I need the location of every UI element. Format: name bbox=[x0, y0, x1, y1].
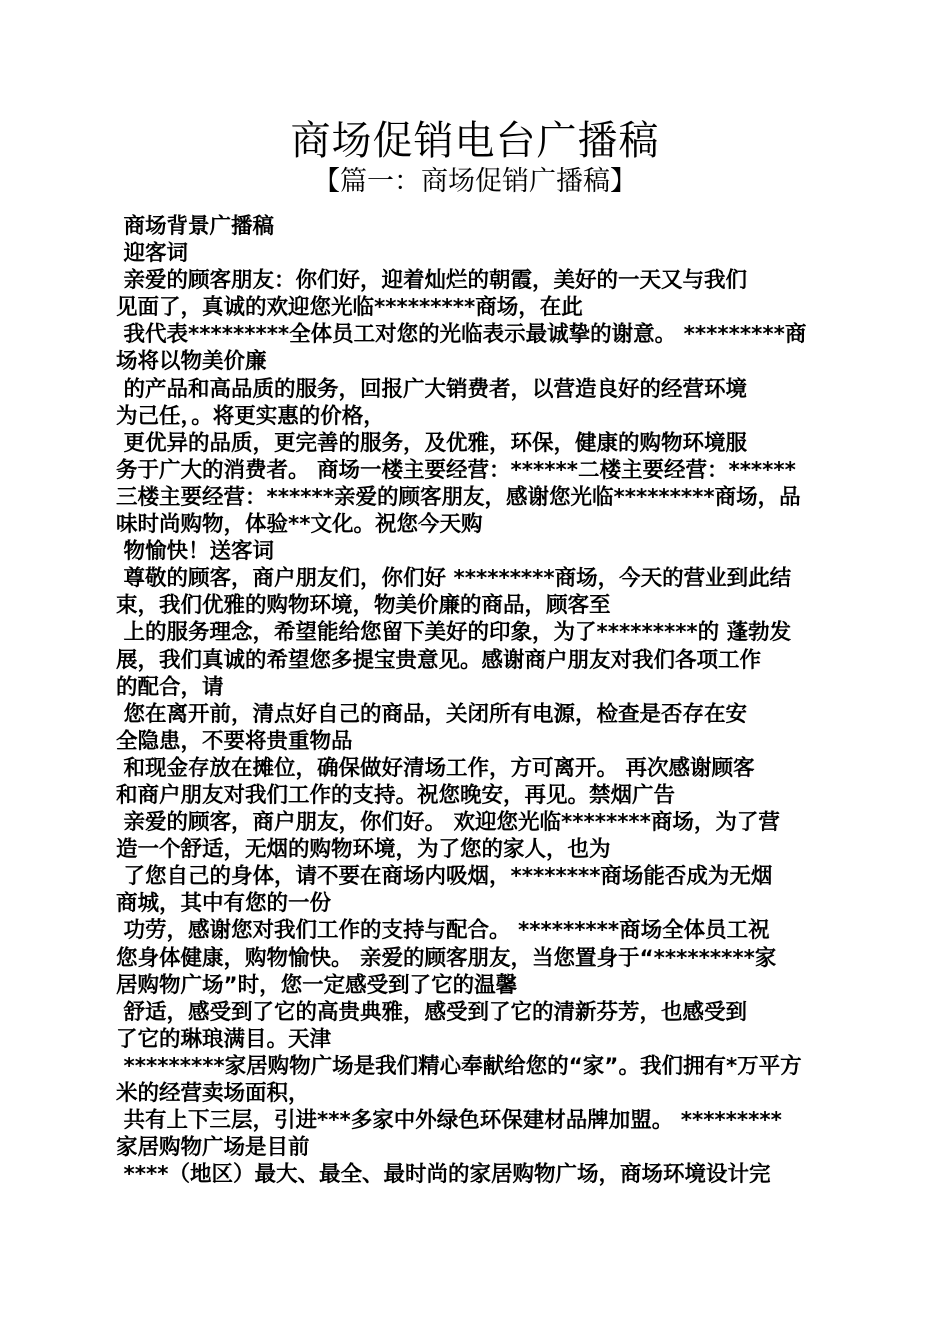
body-text-line: 米的经营卖场面积， bbox=[116, 1081, 310, 1106]
body-text-line: 物愉快！送客词 bbox=[116, 539, 274, 565]
body-text-line: 您在离开前，清点好自己的商品，关闭所有电源，检查是否存在安 bbox=[116, 701, 747, 727]
body-text-line: 共有上下三层，引进***多家中外绿色环保建材品牌加盟。 ********* bbox=[116, 1108, 782, 1134]
body-text-line: 商场背景广播稿 bbox=[116, 214, 274, 239]
body-text-line: 了它的琳琅满目。天津 bbox=[116, 1026, 332, 1052]
body-text-line: 和现金存放在摊位，确保做好清场工作，方可离开。 再次感谢顾客 bbox=[116, 755, 755, 781]
body-text-line: 居购物广场”时，您一定感受到了它的温馨 bbox=[116, 972, 518, 998]
body-text-line: 的产品和高品质的服务，回报广大销费者，以营造良好的经营环境 bbox=[116, 376, 747, 402]
body-text-line: 务于广大的消费者。 商场一楼主要经营：******二楼主要经营：****** bbox=[116, 457, 796, 483]
body-text-line: 展，我们真诚的希望您多提宝贵意见。感谢商户朋友对我们各项工作 bbox=[116, 647, 762, 673]
body-text-line: 舒适，感受到了它的高贵典雅，感受到了它的清新芬芳，也感受到 bbox=[116, 999, 747, 1025]
body-text-line: 三楼主要经营：******亲爱的顾客朋友，感谢您光临*********商场，品 bbox=[116, 484, 801, 510]
body-text-line: 上的服务理念，希望能给您留下美好的印象，为了*********的 蓬勃发 bbox=[116, 620, 792, 646]
body-text-line: 和商户朋友对我们工作的支持。祝您晚安，再见。禁烟广告 bbox=[116, 782, 676, 808]
body-text-line: 为己任，。将更实惠的价格， bbox=[116, 403, 385, 429]
body-text-line: 亲爱的顾客朋友：你们好，迎着灿烂的朝霞，美好的一天又与我们 bbox=[116, 268, 747, 294]
body-text-line: *********家居购物广场是我们精心奉献给您的“家”。我们拥有*万平方 bbox=[116, 1053, 802, 1079]
body-text-line: 束，我们优雅的购物环境，物美价廉的商品，顾客至 bbox=[116, 593, 611, 619]
body-text-line: 见面了，真诚的欢迎您光临*********商场，在此 bbox=[116, 295, 583, 321]
body-text-line: 了您自己的身体，请不要在商场内吸烟，********商场能否成为无烟 bbox=[116, 864, 773, 890]
body-text-line: 更优异的品质，更完善的服务，及优雅，环保，健康的购物环境服 bbox=[116, 430, 747, 456]
document-title: 商场促销电台广播稿 bbox=[290, 118, 660, 164]
body-text-line: ****（地区）最大、最全、最时尚的家居购物广场，商场环境设计完 bbox=[116, 1162, 771, 1188]
body-text-line: 尊敬的顾客，商户朋友们，你们好 *********商场，今天的营业到此结 bbox=[116, 566, 792, 592]
document-body bbox=[116, 213, 840, 1188]
body-text-line: 亲爱的顾客，商户朋友，你们好。 欢迎您光临********商场，为了营 bbox=[116, 810, 780, 836]
body-text-line: 味时尚购物，体验**文化。祝您今天购 bbox=[116, 512, 483, 538]
body-text-line: 迎客词 bbox=[116, 241, 188, 267]
body-text-line: 商城，其中有您的一份 bbox=[116, 891, 332, 917]
body-text-line: 我代表*********全体员工对您的光临表示最诚挚的谢意。 *********商 bbox=[116, 322, 807, 348]
body-text-line: 您身体健康，购物愉快。 亲爱的顾客朋友，当您置身于“*********家 bbox=[116, 945, 777, 971]
body-text-line: 全隐患，不要将贵重物品 bbox=[116, 728, 353, 754]
body-text-line: 造一个舒适，无烟的购物环境，为了您的家人，也为 bbox=[116, 837, 611, 863]
body-text-line: 场将以物美价廉 bbox=[116, 349, 267, 375]
body-text-line: 家居购物广场是目前 bbox=[116, 1135, 310, 1161]
body-text-line: 的配合，请 bbox=[116, 674, 224, 700]
document-subtitle: 【篇一：商场促销广播稿】 bbox=[313, 166, 637, 197]
body-text-line: 功劳，感谢您对我们工作的支持与配合。 *********商场全体员工祝 bbox=[116, 918, 770, 944]
